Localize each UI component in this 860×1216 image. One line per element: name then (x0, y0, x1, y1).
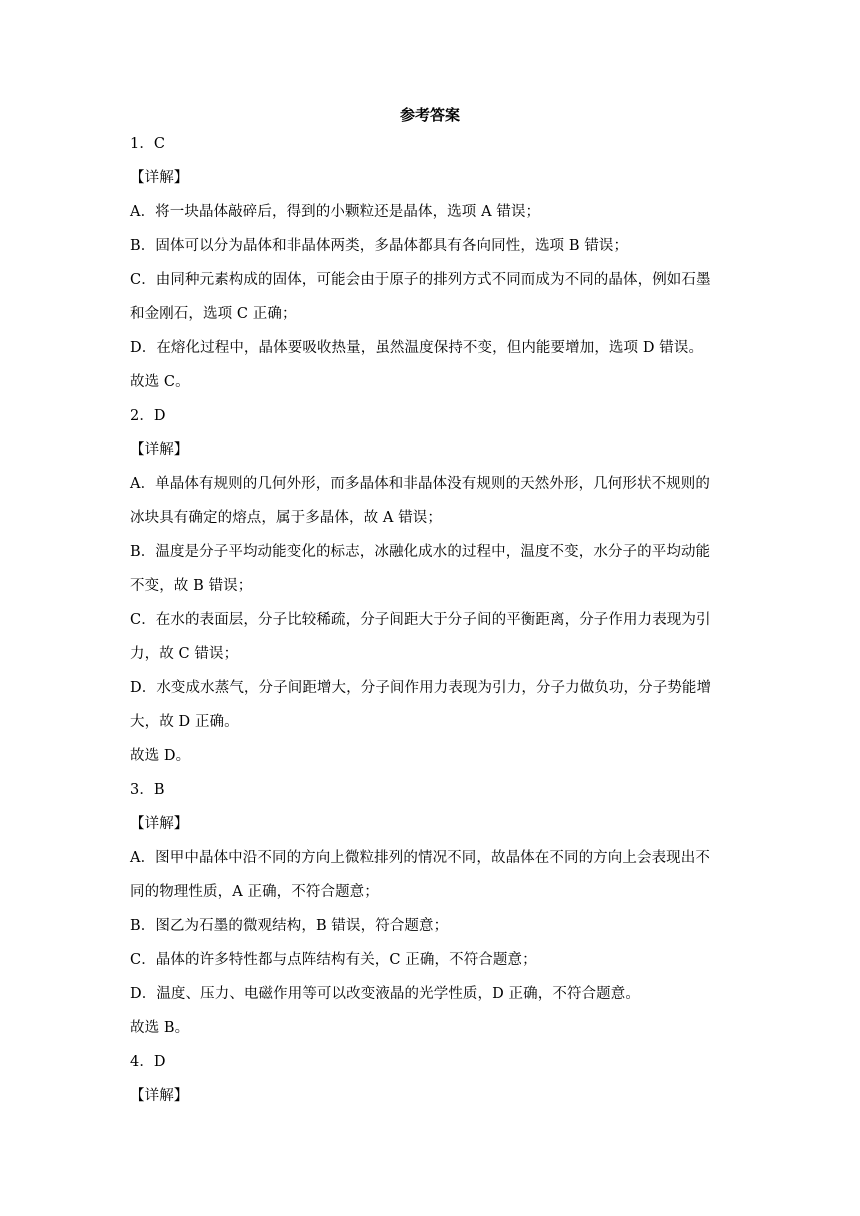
conclusion-line: 故选 B。 (130, 1020, 190, 1036)
explanation-heading: 【详解】 (130, 1088, 189, 1104)
text-line: B．固体可以分为晶体和非晶体两类，多晶体都具有各向同性，选项 B 错误； (130, 238, 629, 254)
text-line: 大，故 D 正确。 (130, 714, 239, 730)
text-line: C．由同种元素构成的固体，可能会由于原子的排列方式不同而成为不同的晶体，例如石墨 (130, 272, 711, 288)
text-line: C．在水的表面层，分子比较稀疏，分子间距大于分子间的平衡距离，分子作用力表现为引 (130, 612, 711, 628)
text-line: D．在熔化过程中，晶体要吸收热量，虽然温度保持不变，但内能要增加，选项 D 错误。 (130, 340, 704, 356)
text-line: A．图甲中晶体中沿不同的方向上微粒排列的情况不同，故晶体在不同的方向上会表现出不 (130, 850, 710, 866)
answer-number-4: 4．D (130, 1054, 166, 1070)
text-line: D．温度、压力、电磁作用等可以改变液晶的光学性质，D 正确，不符合题意。 (130, 986, 640, 1002)
explanation-heading: 【详解】 (130, 170, 189, 186)
answer-number-1: 1．C (130, 136, 166, 152)
text-line: 冰块具有确定的熔点，属于多晶体，故 A 错误； (130, 510, 442, 526)
text-line: A．单晶体有规则的几何外形，而多晶体和非晶体没有规则的天然外形，几何形状不规则的 (130, 476, 710, 492)
text-line: B．温度是分子平均动能变化的标志，冰融化成水的过程中，温度不变，水分子的平均动能 (130, 544, 711, 560)
text-line: B．图乙为石墨的微观结构，B 错误，符合题意； (130, 918, 449, 934)
explanation-heading: 【详解】 (130, 442, 189, 458)
answer-number-2: 2．D (130, 408, 166, 424)
text-line: 不变，故 B 错误； (130, 578, 253, 594)
text-line: 和金刚石，选项 C 正确； (130, 306, 297, 322)
text-line: C．晶体的许多特性都与点阵结构有关，C 正确，不符合题意； (130, 952, 537, 968)
text-line: A．将一块晶体敲碎后，得到的小颗粒还是晶体，选项 A 错误； (130, 204, 541, 220)
conclusion-line: 故选 C。 (130, 374, 190, 390)
text-line: 力，故 C 错误； (130, 646, 239, 662)
text-line: 同的物理性质，A 正确，不符合题意； (130, 884, 379, 900)
answer-number-3: 3．B (130, 782, 165, 798)
explanation-heading: 【详解】 (130, 816, 189, 832)
page-title: 参考答案 (399, 106, 460, 124)
text-line: D．水变成水蒸气，分子间距增大，分子间作用力表现为引力，分子力做负功，分子势能增 (130, 680, 712, 696)
conclusion-line: 故选 D。 (130, 748, 191, 764)
